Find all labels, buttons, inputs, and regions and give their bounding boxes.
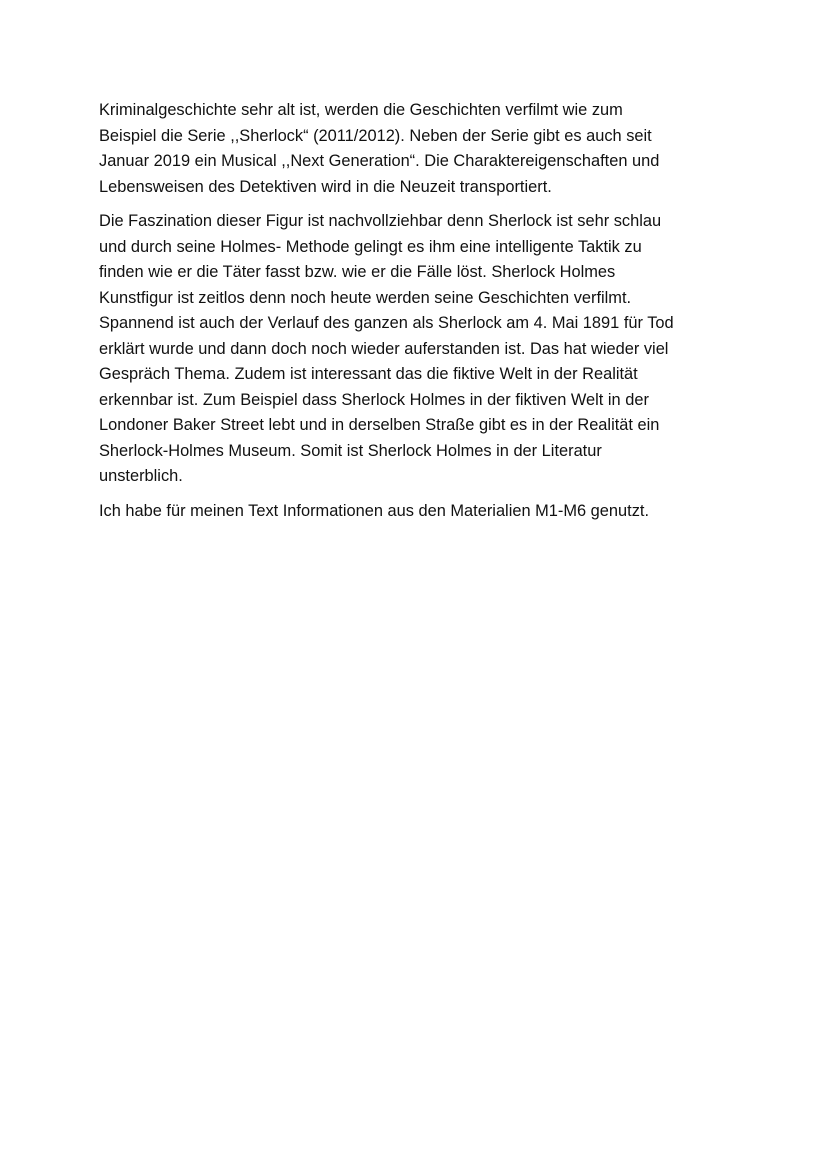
text-line: Londoner Baker Street lebt und in derselben Straße gibt es in der Realität ein: [99, 416, 660, 434]
text-line: unsterblich.: [99, 467, 183, 485]
text-line: Sherlock-Holmes Museum. Somit ist Sherlock Holmes in der Literatur: [99, 441, 602, 460]
text-line: Ich habe für meinen Text Informationen aus den Materialien M1-M6 genutzt.: [99, 501, 649, 520]
text-line: finden wie er die Täter fasst bzw. wie er die Fälle löst. Sherlock Holmes: [99, 263, 616, 281]
text-line: erkennbar ist. Zum Beispiel dass Sherlock Holmes in der fiktiven Welt in der: [99, 390, 649, 409]
text-line: Kunstfigur ist zeitlos denn noch heute werden seine Geschichten verfilmt.: [99, 288, 632, 307]
text-line: Beispiel die Serie ,,Sherlock“ (2011/2012). Neben der Serie gibt es auch seit: [99, 126, 652, 145]
text-line: Gespräch Thema. Zudem ist interessant das die fiktive Welt in der Realität: [99, 365, 638, 383]
text-line: erklärt wurde und dann doch noch wieder auferstanden ist. Das hat wieder viel: [99, 339, 669, 358]
text-line: Lebensweisen des Detektiven wird in die Neuzeit transportiert.: [99, 177, 552, 196]
text-line: Spannend ist auch der Verlauf des ganzen als Sherlock am 4. Mai 1891 für Tod: [99, 314, 674, 332]
paragraph-1: [99, 98, 739, 200]
paragraph-3: [99, 499, 739, 525]
body-text: [99, 98, 739, 533]
text-line: und durch seine Holmes- Methode gelingt es ihm eine intelligente Taktik zu: [99, 237, 642, 256]
text-line: Die Faszination dieser Figur ist nachvollziehbar denn Sherlock ist sehr schlau: [99, 212, 662, 230]
text-line: Kriminalgeschichte sehr alt ist, werden die Geschichten verfilmt wie zum: [99, 101, 623, 119]
paragraph-2: [99, 209, 739, 490]
text-line: Januar 2019 ein Musical ,,Next Generation“. Die Charaktereigenschaften und: [99, 152, 660, 170]
